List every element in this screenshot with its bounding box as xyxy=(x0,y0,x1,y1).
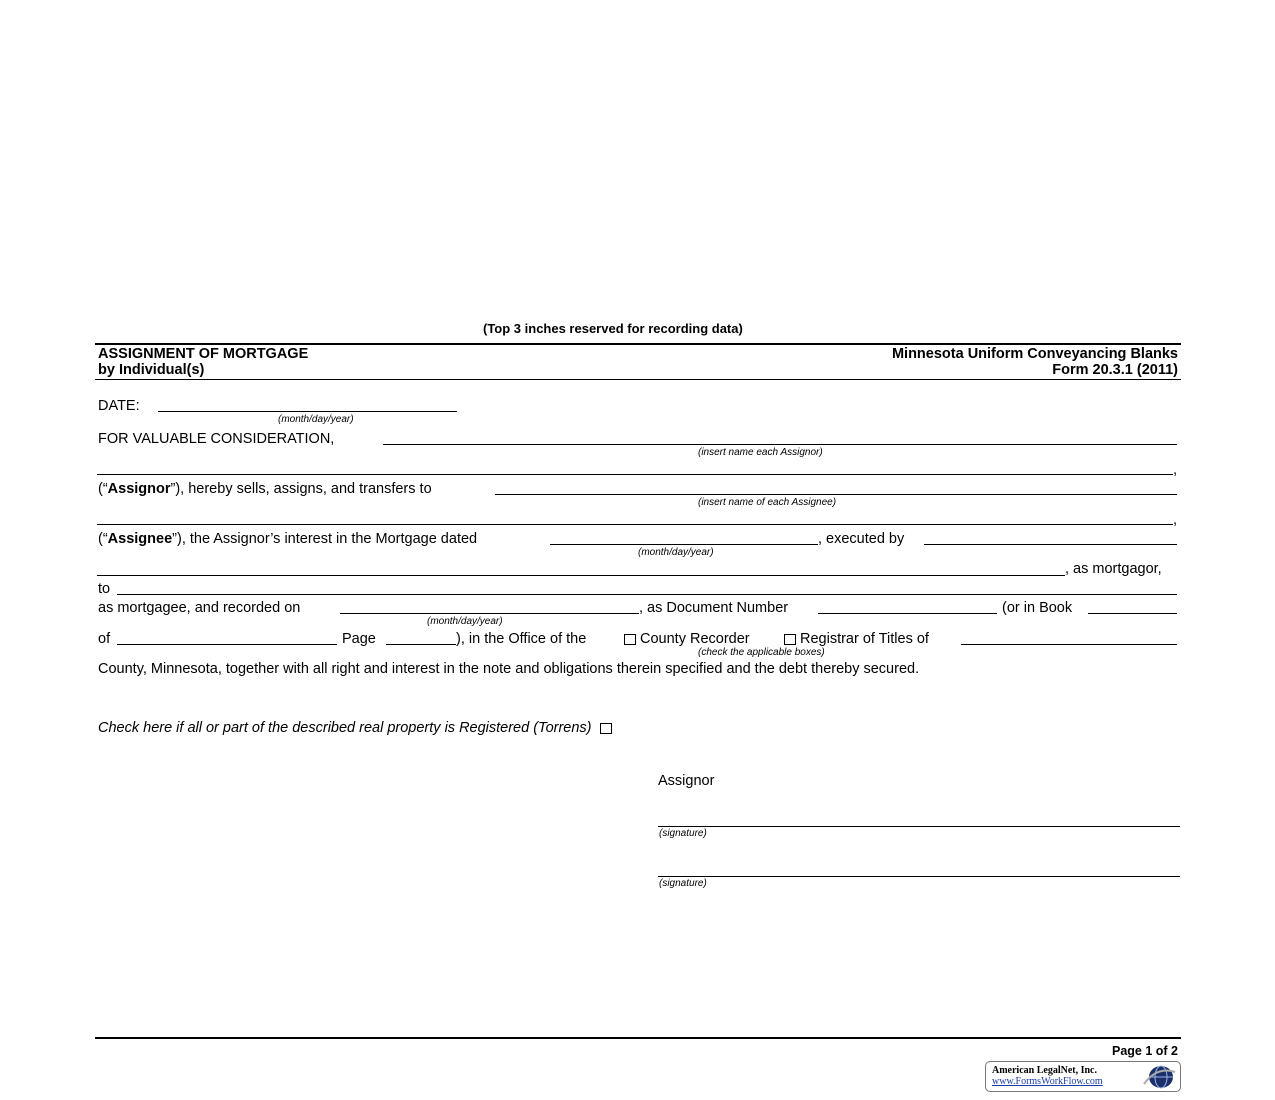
check-boxes-hint: (check the applicable boxes) xyxy=(698,647,825,658)
as-mortgagee-label: as mortgagee, and recorded on xyxy=(98,600,301,616)
office-label: ), in the Office of the xyxy=(456,631,587,647)
as-mortgagor-label: , as mortgagor, xyxy=(1065,561,1162,577)
registrar-option[interactable] xyxy=(784,631,929,647)
mortgage-date-field[interactable] xyxy=(550,544,818,545)
torrens-statement xyxy=(98,720,616,736)
page-label: Page xyxy=(342,631,376,647)
comma-1: , xyxy=(1173,462,1178,478)
signature-heading: Assignor xyxy=(658,773,715,789)
assignor-hint: (insert name each Assignor) xyxy=(698,447,823,458)
page-field[interactable] xyxy=(386,644,456,645)
form-number: Form 20.3.1 (2011) xyxy=(1052,362,1178,378)
header-bottom-rule xyxy=(95,379,1181,380)
assignor-name-field[interactable] xyxy=(383,444,1177,445)
footer-rule xyxy=(95,1037,1181,1039)
date-field[interactable] xyxy=(158,411,457,412)
page-number: Page 1 of 2 xyxy=(1112,1044,1178,1058)
torrens-label: Check here if all or part of the described real property is Registered (Torrens) xyxy=(98,720,592,736)
date-label: DATE: xyxy=(98,398,140,414)
book-field[interactable] xyxy=(1088,613,1177,614)
recorded-date-hint: (month/day/year) xyxy=(427,616,503,627)
signature-line-2[interactable] xyxy=(658,876,1180,877)
registrar-label: Registrar of Titles of xyxy=(800,631,929,647)
book-label: (or in Book xyxy=(1002,600,1073,616)
county-recorder-checkbox[interactable] xyxy=(624,634,636,645)
doc-number-label: , as Document Number xyxy=(639,600,789,616)
consideration-label: FOR VALUABLE CONSIDERATION, xyxy=(98,431,335,447)
signature-hint-1: (signature) xyxy=(659,828,707,839)
recorded-date-field[interactable] xyxy=(340,613,639,614)
assignee-clause xyxy=(98,531,477,547)
assignor-clause xyxy=(98,481,432,497)
signature-line-1[interactable] xyxy=(658,826,1180,827)
globe-icon xyxy=(1142,1064,1176,1090)
assignee-hint: (insert name of each Assignee) xyxy=(698,497,837,508)
assignee-name-field[interactable] xyxy=(495,494,1177,495)
assignor-name-field-2[interactable] xyxy=(97,474,1173,475)
mortgage-date-hint: (month/day/year) xyxy=(638,547,714,558)
assignee-term: Assignee xyxy=(107,531,173,547)
mortgagor-name-field[interactable] xyxy=(97,575,1065,576)
county-field[interactable] xyxy=(961,644,1177,645)
assignor-rest: ”), hereby sells, assigns, and transfers to xyxy=(170,481,432,497)
date-hint: (month/day/year) xyxy=(278,414,354,425)
registrar-checkbox[interactable] xyxy=(784,634,796,645)
assignee-rest: ”), the Assignor’s interest in the Mortgage dated xyxy=(172,531,478,547)
torrens-checkbox[interactable] xyxy=(600,723,612,734)
doc-number-field[interactable] xyxy=(818,613,997,614)
assignee-name-field-2[interactable] xyxy=(97,524,1173,525)
logo-company: American LegalNet, Inc. xyxy=(992,1065,1097,1076)
assignee-open: (“ xyxy=(98,531,108,547)
mortgagee-name-field[interactable] xyxy=(117,594,1177,595)
executed-by-label: , executed by xyxy=(818,531,905,547)
county-statement: County, Minnesota, together with all right and interest in the note and obligations therein specified and the debt thereby secured. xyxy=(98,661,920,677)
assignor-open: (“ xyxy=(98,481,108,497)
county-recorder-option[interactable] xyxy=(624,631,750,647)
to-label: to xyxy=(98,581,111,597)
form-subtitle: by Individual(s) xyxy=(98,362,205,378)
forms-logo[interactable] xyxy=(985,1061,1181,1092)
county-recorder-label: County Recorder xyxy=(640,631,750,647)
signature-hint-2: (signature) xyxy=(659,878,707,889)
executed-by-field[interactable] xyxy=(924,544,1177,545)
of-label: of xyxy=(98,631,111,647)
recording-reserved-note: (Top 3 inches reserved for recording data) xyxy=(483,321,743,336)
assignor-term: Assignor xyxy=(107,481,171,497)
header-top-rule xyxy=(95,343,1181,345)
comma-2: , xyxy=(1173,512,1178,528)
logo-url[interactable]: www.FormsWorkFlow.com xyxy=(992,1076,1103,1087)
form-title: ASSIGNMENT OF MORTGAGE xyxy=(98,346,309,362)
form-source: Minnesota Uniform Conveyancing Blanks xyxy=(891,346,1178,362)
book-of-field[interactable] xyxy=(117,644,337,645)
